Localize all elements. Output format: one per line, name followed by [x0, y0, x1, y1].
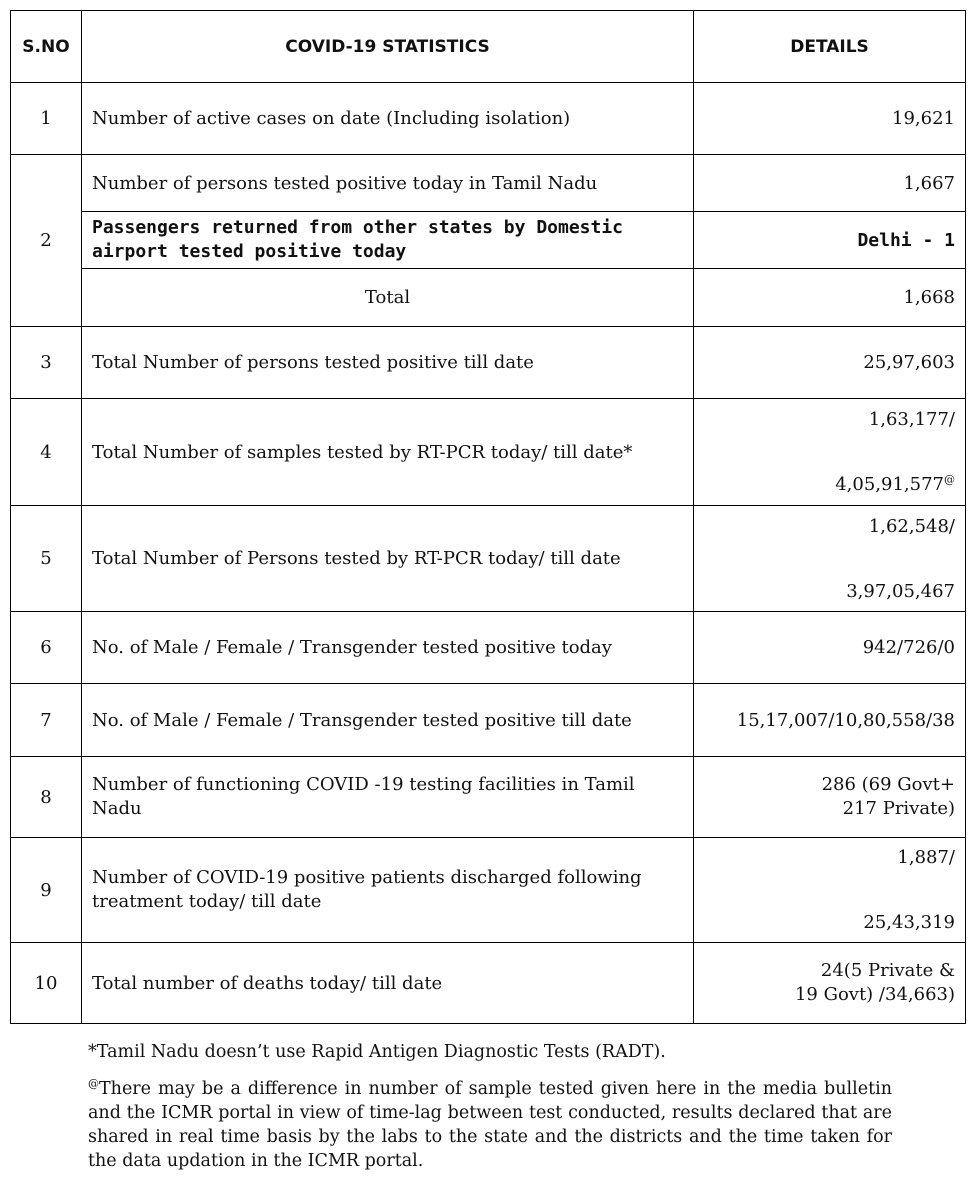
- table-row: [11, 83, 966, 155]
- row-sno: 8: [11, 757, 82, 838]
- row-value: [694, 943, 966, 1024]
- table-row: [11, 269, 966, 327]
- header-details: DETAILS: [694, 11, 966, 83]
- row-value: [694, 506, 966, 612]
- row-sno: 9: [11, 838, 82, 943]
- row-sno: 2: [11, 155, 82, 327]
- row-label: Number of persons tested positive today in Tamil Nadu: [82, 155, 694, 212]
- value-today: 1,63,177/: [868, 409, 955, 430]
- row-value: [694, 757, 966, 838]
- header-sno: S.NO: [11, 11, 82, 83]
- row-value-total: 1,668: [694, 269, 966, 327]
- table-row: [11, 757, 966, 838]
- row-sno: 3: [11, 327, 82, 399]
- header-statistics: COVID-19 STATISTICS: [82, 11, 694, 83]
- value-line-2: 217 Private): [842, 798, 955, 819]
- row-value: 19,621: [694, 83, 966, 155]
- value-line-1: 24(5 Private &: [820, 960, 955, 981]
- table-header-row: [11, 11, 966, 83]
- row-value: 25,97,603: [694, 327, 966, 399]
- table-row: [11, 399, 966, 506]
- row-label-total: Total: [82, 269, 694, 327]
- value-line-2: 19 Govt) /34,663): [794, 984, 955, 1005]
- row-value-bold: Delhi - 1: [694, 212, 966, 269]
- row-value: [694, 838, 966, 943]
- row-value: [694, 399, 966, 506]
- table-row: [11, 612, 966, 684]
- row-sno: 1: [11, 83, 82, 155]
- value-till-date: 25,43,319: [863, 912, 955, 933]
- value-today: 1,887/: [897, 847, 955, 868]
- row-label: Total Number of samples tested by RT-PCR today/ till date*: [82, 399, 694, 506]
- row-sno: 5: [11, 506, 82, 612]
- row-sno: 6: [11, 612, 82, 684]
- table-row: [11, 327, 966, 399]
- footnote-radt: *Tamil Nadu doesn’t use Rapid Antigen Diagnostic Tests (RADT).: [88, 1042, 666, 1062]
- row-label: No. of Male / Female / Transgender tested positive today: [82, 612, 694, 684]
- row-label: Total Number of Persons tested by RT-PCR today/ till date: [82, 506, 694, 612]
- row-sno: 7: [11, 684, 82, 757]
- row-label-bold: Passengers returned from other states by Domestic airport tested positive today: [82, 212, 694, 269]
- table-row: [11, 684, 966, 757]
- row-value: 1,667: [694, 155, 966, 212]
- row-label: Number of active cases on date (Including isolation): [82, 83, 694, 155]
- value-line-1: 286 (69 Govt+: [821, 774, 955, 795]
- at-footnote-mark: @: [88, 1077, 99, 1090]
- footnote-icmr: @There may be a difference in number of sample tested given here in the media bulletin and the ICMR portal in view of time-lag between test conducted, results declared that are shared in real time basis by the labs to the state and the districts and the time taken for the data updation in the ICMR portal.: [88, 1077, 892, 1171]
- value-till-date: 4,05,91,577@: [835, 473, 955, 495]
- row-label: Total number of deaths today/ till date: [82, 943, 694, 1024]
- row-label: Total Number of persons tested positive till date: [82, 327, 694, 399]
- table-row: [11, 943, 966, 1024]
- at-footnote-mark: @: [944, 473, 955, 486]
- value-till-date: 3,97,05,467: [846, 580, 955, 602]
- row-label: Number of COVID-19 positive patients discharged following treatment today/ till date: [82, 838, 694, 943]
- covid-statistics-table: [10, 10, 966, 1024]
- row-value: 15,17,007/10,80,558/38: [694, 684, 966, 757]
- row-sno: 10: [11, 943, 82, 1024]
- table-row: [11, 155, 966, 212]
- row-label: Number of functioning COVID -19 testing facilities in Tamil Nadu: [82, 757, 694, 838]
- value-today: 1,62,548/: [868, 515, 955, 537]
- row-sno: 4: [11, 399, 82, 506]
- table-row: [11, 838, 966, 943]
- footnotes: [88, 1040, 892, 1181]
- row-value: 942/726/0: [694, 612, 966, 684]
- row-label: No. of Male / Female / Transgender tested positive till date: [82, 684, 694, 757]
- table-row: [11, 212, 966, 269]
- table-row: [11, 506, 966, 612]
